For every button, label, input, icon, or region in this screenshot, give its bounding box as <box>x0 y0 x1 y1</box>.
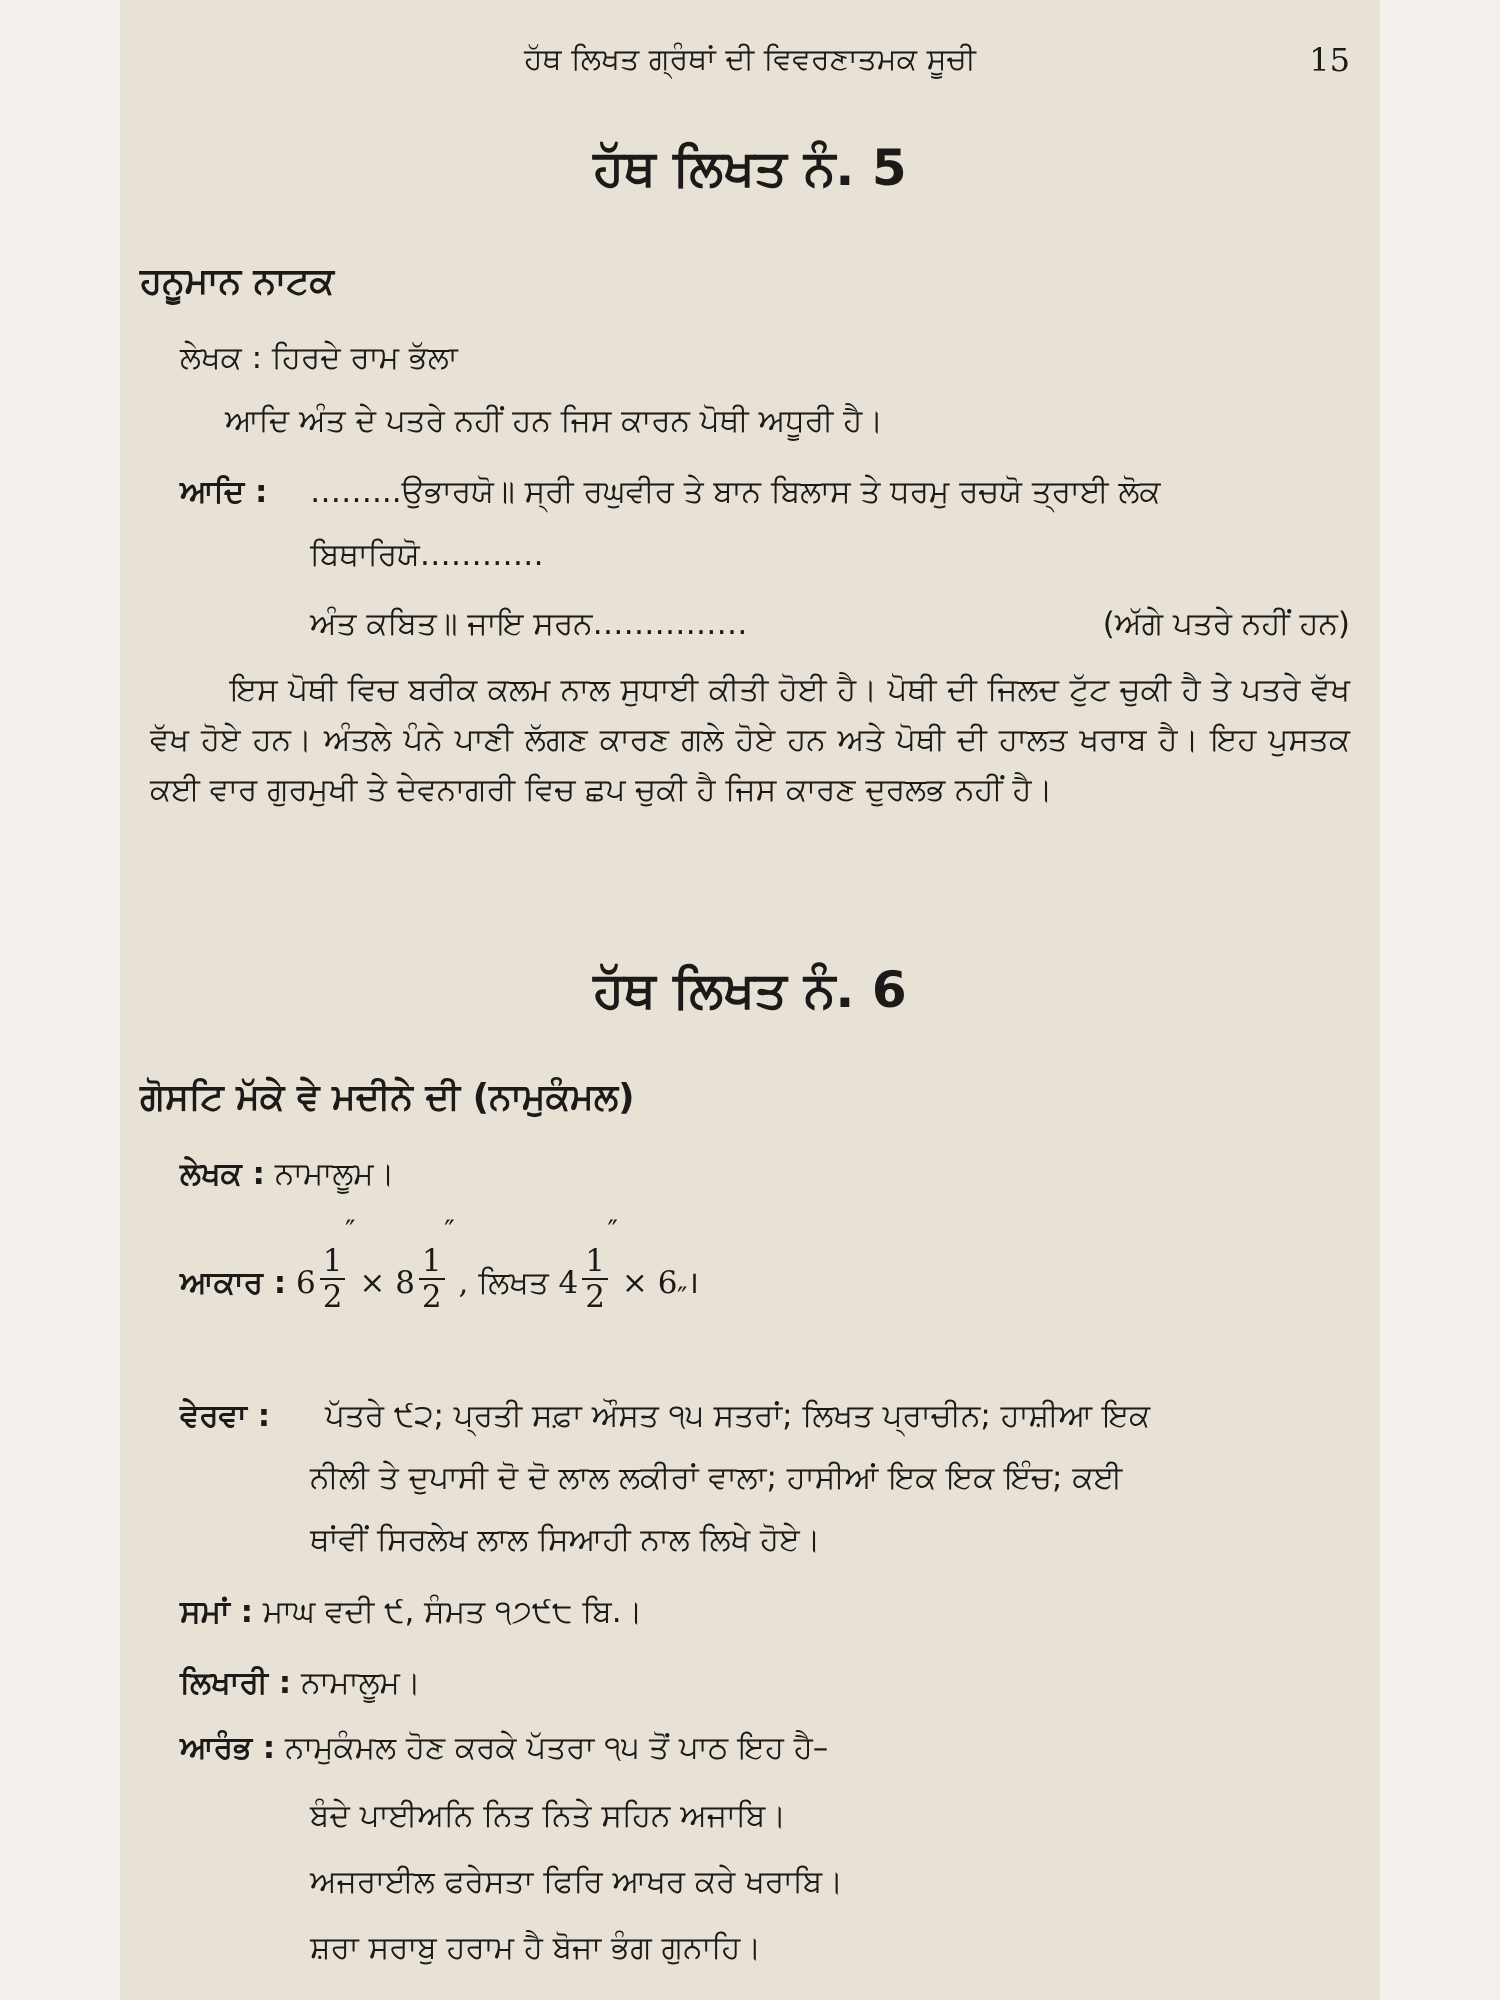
ms6-begin-label: ਆਰੰਭ : <box>180 1730 276 1766</box>
ms5-end-line: ਅੰਤ ਕਬਿਤ॥ ਜਾਇ ਸਰਨ…………… <box>310 606 748 642</box>
ms5-note: ਆਦਿ ਅੰਤ ਦੇ ਪਤਰੇ ਨਹੀਂ ਹਨ ਜਿਸ ਕਾਰਨ ਪੋਥੀ ਅਧੂਰੀ ਹੈ। <box>225 403 884 439</box>
manuscript-5-title: ਹਨੂਮਾਨ ਨਾਟਕ <box>140 261 335 302</box>
ms6-scribe-value: ਨਾਮਾਲੂਮ। <box>301 1665 421 1701</box>
size-a <box>296 1213 359 1315</box>
ms6-author-value: ਨਾਮਾਲੂਮ। <box>274 1156 395 1192</box>
ms6-size-label: ਆਕਾਰ : <box>180 1265 287 1301</box>
fraction-numerator: 1 <box>419 1244 445 1280</box>
ms5-description: ਇਸ ਪੋਥੀ ਵਿਚ ਬਰੀਕ ਕਲਮ ਨਾਲ ਸੁਧਾਈ ਕੀਤੀ ਹੋਈ ਹੈ। ਪੋਥੀ ਦੀ ਜਿਲਦ ਟੁੱਟ ਚੁਕੀ ਹੈ ਤੇ ਪਤਰੇ ਵੱਖ ਵੱਖ ਹੋਏ ਹਨ। ਅੰਤਲੇ ਪੰਨੇ ਪਾਣੀ ਲੱਗਣ ਕਾਰਣ ਗਲੇ ਹੋਏ ਹਨ ਅਤੇ ਪੋਥੀ ਦੀ ਹਾਲਤ ਖਰਾਬ ਹੈ। ਇਹ ਪੁਸਤਕ ਕਈ ਵਾਰ ਗੁਰਮੁਖੀ ਤੇ ਦੇਵਨਾਗਰੀ ਵਿਚ ਛਪ ਚੁਕੀ ਹੈ ਜਿਸ ਕਾਰਣ ਦੁਰਲਭ ਨਹੀਂ ਹੈ। <box>150 672 1350 808</box>
inch-mark: ″ <box>345 1213 356 1247</box>
size-comma: , <box>458 1265 469 1301</box>
fraction-numerator: 1 <box>320 1244 346 1280</box>
inch-mark: ″ <box>676 1281 688 1314</box>
ms6-verse-1: ਬੰਦੇ ਪਾਈਅਨਿ ਨਿਤ ਨਿਤੇ ਸਹਿਨ ਅਜਾਬਿ। <box>310 1798 787 1834</box>
ms6-script-label: ਲਿਖਤ <box>478 1265 549 1301</box>
fraction-denominator: 2 <box>585 1278 605 1315</box>
ms6-begin-value: ਨਾਮੁਕੰਮਲ ਹੋਣ ਕਰਕੇ ਪੱਤਰਾ ੧੫ ਤੋਂ ਪਾਠ ਇਹ ਹੈ– <box>285 1730 829 1766</box>
manuscript-6-title: ਗੋਸਟਿ ਮੱਕੇ ਵੇ ਮਦੀਨੇ ਦੀ (ਨਾਮੁਕੰਮਲ) <box>140 1077 635 1118</box>
size-d <box>657 1265 688 1314</box>
size-c <box>558 1213 622 1315</box>
size-b-whole: 8 <box>395 1265 415 1301</box>
size-b <box>395 1213 458 1315</box>
ms6-details-line1: ਪੱਤਰੇ ੯੨; ਪ੍ਰਤੀ ਸਫ਼ਾ ਔਸਤ ੧੫ ਸਤਰਾਂ; ਲਿਖਤ ਪ੍ਰਾਚੀਨ; ਹਾਸ਼ੀਆ ਇਕ <box>325 1398 1151 1434</box>
ms5-author-label: ਲੇਖਕ : <box>180 340 263 376</box>
size-c-whole: 4 <box>558 1265 579 1301</box>
size-c-fraction <box>582 1213 618 1315</box>
ms5-author-value: ਹਿਰਦੇ ਰਾਮ ਭੱਲਾ <box>271 340 458 376</box>
ms6-time-value: ਮਾਘ ਵਦੀ ੯, ਸੰਮਤ ੧੭੯੮ ਬਿ.। <box>262 1594 643 1630</box>
ms6-details-line3: ਥਾਂਵੀਂ ਸਿਰਲੇਖ ਲਾਲ ਸਿਆਹੀ ਨਾਲ ਲਿਖੇ ਹੋਏ। <box>310 1522 821 1558</box>
inch-mark: ″ <box>444 1213 455 1247</box>
size-a-fraction <box>320 1213 356 1315</box>
book-page <box>120 0 1380 2000</box>
ms5-author-row <box>180 336 458 380</box>
ms5-start-line1: ……...ਉਭਾਰਯੋ॥ ਸ੍ਰੀ ਰਘੁਵੀਰ ਤੇ ਬਾਨ ਬਿਲਾਸ ਤੇ ਧਰਮੁ ਰਚਯੋ ਤ੍ਰਾਈ ਲੋਕ <box>310 474 1161 510</box>
ms6-time-row <box>180 1590 642 1634</box>
running-header <box>120 40 1380 80</box>
times-sign: × <box>621 1265 648 1301</box>
ms6-details-line2: ਨੀਲੀ ਤੇ ਦੁਪਾਸੀ ਦੋ ਦੋ ਲਾਲ ਲਕੀਰਾਂ ਵਾਲਾ; ਹਾਸੀਆਂ ਇਕ ਇਕ ਇੰਚ; ਕਈ <box>310 1460 1123 1496</box>
ms5-start-label: ਆਦਿ : <box>180 474 268 510</box>
inch-mark: ″ <box>607 1213 618 1247</box>
fraction-denominator: 2 <box>421 1278 442 1315</box>
manuscript-6-heading: ਹੱਥ ਲਿਖਤ ਨੰ. 6 <box>593 961 907 1019</box>
ms6-verse-2: ਅਜਰਾਈਲ ਫਰੇਸਤਾ ਫਿਰਿ ਆਖਰ ਕਰੇ ਖਰਾਬਿ। <box>310 1864 844 1900</box>
ms6-scribe-row <box>180 1661 421 1705</box>
ms6-begin-row <box>180 1726 828 1770</box>
ms6-author-row <box>180 1152 395 1196</box>
size-danda: । <box>687 1265 700 1301</box>
ms6-time-label: ਸਮਾਂ : <box>180 1594 254 1630</box>
running-title: ਹੱਥ ਲਿਖਤ ਗ੍ਰੰਥਾਂ ਦੀ ਵਿਵਰਣਾਤਮਕ ਸੂਚੀ <box>524 42 976 77</box>
ms6-size-row <box>180 1213 700 1328</box>
times-sign: × <box>359 1265 386 1301</box>
ms6-verse-3: ਸ਼ਰਾ ਸਰਾਬੁ ਹਰਾਮ ਹੈ ਬੋਜਾ ਭੰਗ ਗੁਨਾਹਿ। <box>310 1930 762 1966</box>
size-a-whole: 6 <box>296 1265 316 1301</box>
size-b-fraction <box>419 1213 455 1315</box>
ms6-scribe-label: ਲਿਖਾਰੀ : <box>180 1665 292 1701</box>
ms6-author-label: ਲੇਖਕ : <box>180 1156 265 1192</box>
fraction-denominator: 2 <box>322 1278 343 1315</box>
ms5-end-note: (ਅੱਗੇ ਪਤਰੇ ਨਹੀਂ ਹਨ) <box>1102 606 1350 642</box>
ms5-start-line2: ਬਿਥਾਰਿਯੋ………… <box>310 537 544 573</box>
page-number: 15 <box>1309 41 1350 79</box>
fraction-numerator: 1 <box>582 1244 608 1280</box>
ms6-details-label: ਵੇਰਵਾ : <box>180 1398 271 1434</box>
size-d-value: 6 <box>657 1265 678 1301</box>
manuscript-5-heading: ਹੱਥ ਲਿਖਤ ਨੰ. 5 <box>593 139 907 197</box>
